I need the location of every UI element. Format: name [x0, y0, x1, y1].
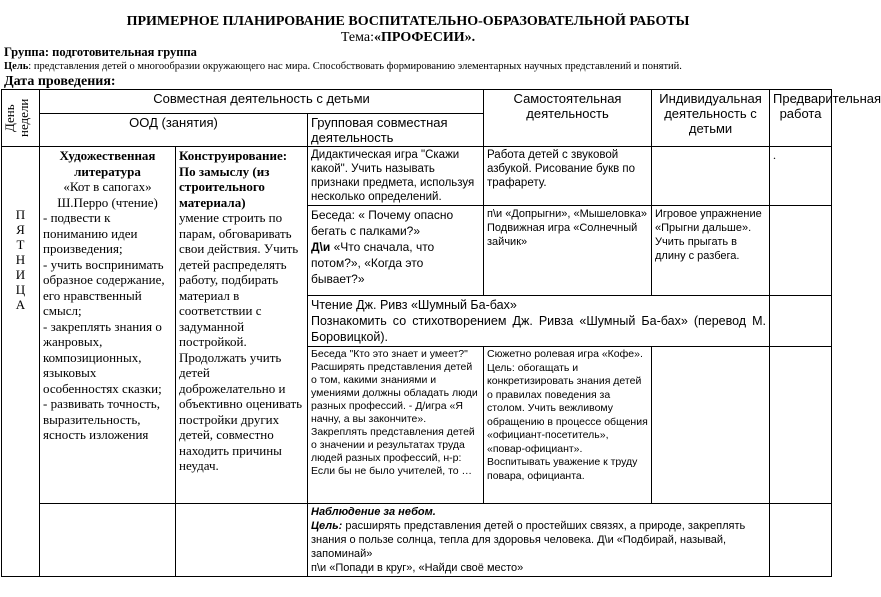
- mobile-game: Подвижная игра «Солнечный зайчик»: [487, 222, 638, 248]
- walk-goal-label: Цель:: [311, 520, 343, 532]
- ood-literature-item: - закреплять знания о жанровых, композиционных, языковых особенностях сказки;: [43, 318, 162, 396]
- individual-header: Индивидуальная деятельность с детьми: [652, 90, 770, 147]
- theme-value: «ПРОФЕСИИ».: [373, 30, 476, 45]
- header-row: [2, 90, 832, 114]
- group-activity-cell-4: Беседа "Кто это знает и умеет?" Расширять представления детей о том, какими знаниями и умениями должны обладать люди разных профессий. - Д/игра «Я начну, а вы закончите». Закреплять представления детей о значении и результатах труда людей разных профессий, н-р: Если бы не было учителей, то …: [308, 347, 484, 504]
- ood-literature-item: - учить воспринимать образное содержание, его нравственный смысл;: [43, 256, 165, 318]
- reading-description: Познакомить со стихотворением Дж. Ривза «Шумный Ба-бах» (перевод М. Боровицкой).: [311, 314, 767, 344]
- ood-construction-text: умение строить по парам, обговаривать свои действия. Учить детей распределять работу, подбирать материал в соответствии с задуманной постройкой. Продолжать учить детей доброжелательно и объективно оценивать постройки других детей, совместно находить причины неудач.: [179, 210, 303, 473]
- day-letter: Ц: [15, 282, 26, 297]
- joint-header: Совместная деятельность с детьми: [40, 90, 484, 114]
- preliminary-cell-2: [770, 206, 832, 296]
- table-row: [2, 504, 832, 577]
- didactic-game-prefix: Д\и: [311, 240, 331, 254]
- group-activity-cell-1: Дидактическая игра "Скажи какой". Учить называть признаки предмета, используя несколько определений.: [308, 147, 484, 206]
- didactic-game-rest: «Что сначала, что потом?», «Когда это бывает?»: [311, 240, 435, 286]
- theme-line: [0, 30, 816, 46]
- day-letter: Я: [16, 222, 25, 237]
- preliminary-header: Предварительная работа: [770, 90, 832, 147]
- ood-construction-title: Конструирование: По замыслу (из строительного материала): [179, 148, 288, 210]
- preliminary-cell-4: [770, 347, 832, 504]
- day-header: День недели: [1, 98, 31, 138]
- group-activity-cell-2: [308, 206, 484, 296]
- group-line: Группа: подготовительная группа: [4, 45, 197, 59]
- independent-header: Самостоятельная деятельность: [484, 90, 652, 147]
- walk-cell: [308, 504, 770, 577]
- group-activity-header: Групповая совместная деятельность: [308, 114, 484, 147]
- conversation-text: Беседа: « Почему опасно бегать с палками?»: [311, 208, 454, 238]
- individual-cell-1: [652, 147, 770, 206]
- day-header-cell: [2, 90, 40, 147]
- ood-literature-cell: [40, 147, 176, 504]
- ood-literature-item: - развивать точность, выразительность, ясность изложения: [43, 396, 160, 442]
- page-title: ПРИМЕРНОЕ ПЛАНИРОВАНИЕ ВОСПИТАТЕЛЬНО-ОБРАЗОВАТЕЛЬНОЙ РАБОТЫ: [126, 14, 690, 29]
- goal-label: Цель: [4, 61, 29, 72]
- outdoor-games: п\и «Допрыгни», «Мышеловка»: [487, 208, 648, 220]
- ood-empty-cell-1: [40, 504, 176, 577]
- independent-cell-2: [484, 206, 652, 296]
- ood-empty-cell-2: [176, 504, 308, 577]
- independent-cell-1: Работа детей с звуковой азбукой. Рисование букв по трафарету.: [484, 147, 652, 206]
- preliminary-cell-3: [770, 296, 832, 347]
- plan-table: [1, 89, 881, 577]
- ood-header: ООД (занятия): [40, 114, 308, 147]
- ood-literature-item: - подвести к пониманию идеи произведения;: [43, 210, 138, 256]
- goal-text: : представления детей о многообразии окружающего нас мира. Способствовать формированию элементарных научных представлений и понятий.: [28, 61, 682, 72]
- date-line: Дата проведения:: [4, 74, 116, 89]
- preliminary-cell-1: .: [770, 147, 832, 206]
- walk-heading: Наблюдение за небом.: [311, 506, 436, 518]
- day-letter: П: [15, 207, 26, 222]
- day-cell: [2, 147, 40, 577]
- ood-literature-subtitle: «Кот в сапогах» Ш.Перро (чтение): [57, 179, 158, 210]
- individual-cell-4: [652, 347, 770, 504]
- day-letter: Т: [16, 237, 25, 252]
- theme-label: Тема:: [340, 30, 374, 45]
- ood-construction-cell: [176, 147, 308, 504]
- individual-cell-2: Игровое упражнение «Прыгни дальше». Учить прыгать в длину с разбега.: [652, 206, 770, 296]
- day-letter: А: [15, 297, 26, 312]
- goal-line: [4, 61, 682, 72]
- walk-goal: [311, 519, 766, 561]
- preliminary-cell-5: [770, 504, 832, 577]
- walk-games: п\и «Попади в круг», «Найди своё место»: [311, 562, 524, 574]
- day-letter: И: [15, 267, 26, 282]
- reading-cell: [308, 296, 770, 347]
- independent-cell-4: Сюжетно ролевая игра «Кофе». Цель: обогащать и конкретизировать знания детей о правилах поведения за столом. Учить вежливому обращению в процессе общения «официант-посетитель», «повар-официант». Воспитывать уважение к труду повара, официанта.: [484, 347, 652, 504]
- reading-title: Чтение Дж. Ривз «Шумный Ба-бах»: [311, 298, 517, 312]
- ood-literature-title: Художественная литература: [59, 148, 156, 179]
- day-letter: Н: [15, 252, 26, 267]
- walk-goal-text: расширять представления детей о простейших связях, а природе, закреплять знания о пользе солнца, тепла для здоровья человека. Д\и «Подбирай, называй, запоминай»: [311, 520, 746, 560]
- table-row: [2, 147, 832, 206]
- didactic-game-text: [311, 239, 480, 287]
